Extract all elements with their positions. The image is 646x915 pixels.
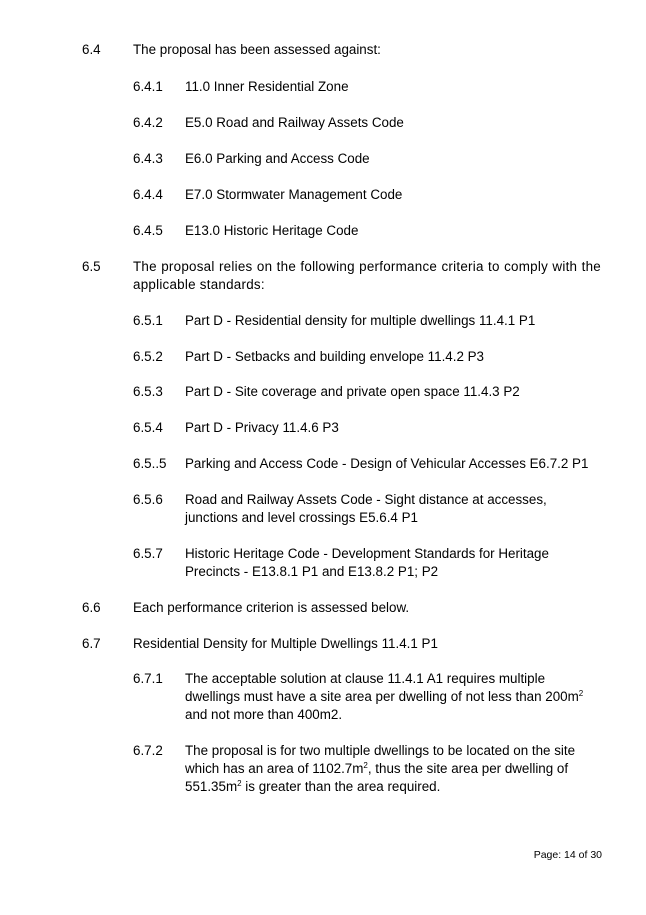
item-text-part: is greater than the area required.	[241, 779, 441, 794]
item-number: 6.5.4	[133, 420, 163, 435]
page-number: Page: 14 of 30	[533, 849, 602, 861]
item-number: 6.4.1	[133, 79, 163, 94]
item-text: Parking and Access Code - Design of Vehicular Accesses E6.7.2 P1	[185, 456, 589, 471]
superscript: 2	[363, 761, 368, 770]
section-number: 6.7	[82, 636, 101, 651]
item-number: 6.7.1	[133, 671, 163, 686]
item-number: 6.7.2	[133, 743, 163, 758]
section-text: Each performance criterion is assessed below.	[133, 600, 410, 615]
item-text: E6.0 Parking and Access Code	[185, 151, 370, 166]
superscript: 2	[237, 779, 242, 788]
item-text	[185, 670, 603, 724]
item-number: 6.5..5	[133, 456, 167, 471]
item-text: E13.0 Historic Heritage Code	[185, 223, 359, 238]
item-text: Part D - Residential density for multiple dwellings 11.4.1 P1	[185, 313, 536, 328]
item-number: 6.4.2	[133, 115, 163, 130]
item-text: E5.0 Road and Railway Assets Code	[185, 115, 404, 130]
item-number: 6.4.4	[133, 187, 163, 202]
item-text: Part D - Setbacks and building envelope 11.4.2 P3	[185, 349, 485, 364]
item-text-part: The acceptable solution at clause 11.4.1 A1 requires multiple dwellings must have a site area per dwelling of not less than 200m	[185, 671, 579, 704]
item-text-part: and not more than 400m2.	[185, 707, 343, 722]
item-number: 6.4.5	[133, 223, 163, 238]
item-number: 6.5.6	[133, 492, 163, 507]
item-number: 6.4.3	[133, 151, 163, 166]
item-text: Road and Railway Assets Code - Sight distance at accesses, junctions and level crossings E5.6.4 P1	[185, 492, 547, 525]
item-number: 6.5.1	[133, 313, 163, 328]
item-text: Part D - Privacy 11.4.6 P3	[185, 420, 339, 435]
item-text: Part D - Site coverage and private open space 11.4.3 P2	[185, 384, 520, 399]
item-text: 11.0 Inner Residential Zone	[185, 79, 349, 94]
section-number: 6.4	[82, 42, 101, 57]
item-number: 6.5.3	[133, 384, 163, 399]
item-text-part: , thus the site area per dwelling of 551.35m	[185, 761, 569, 794]
item-text: E7.0 Stormwater Management Code	[185, 187, 403, 202]
superscript: 2	[578, 689, 584, 698]
section-number: 6.6	[82, 600, 101, 615]
section-text: The proposal relies on the following performance criteria to comply with the applicable standards:	[133, 259, 601, 292]
item-text: Historic Heritage Code - Development Standards for Heritage Precincts - E13.8.1 P1 and E13.8.2 P1; P2	[185, 546, 549, 579]
item-text-part: The proposal is for two multiple dwellings to be located on the site which has an area of 1102.7m	[185, 743, 576, 776]
section-number: 6.5	[82, 259, 101, 274]
section-text: The proposal has been assessed against:	[133, 42, 381, 57]
item-number: 6.5.7	[133, 546, 163, 561]
section-text: Residential Density for Multiple Dwellings 11.4.1 P1	[133, 636, 438, 651]
item-number: 6.5.2	[133, 349, 163, 364]
item-text	[185, 742, 603, 796]
